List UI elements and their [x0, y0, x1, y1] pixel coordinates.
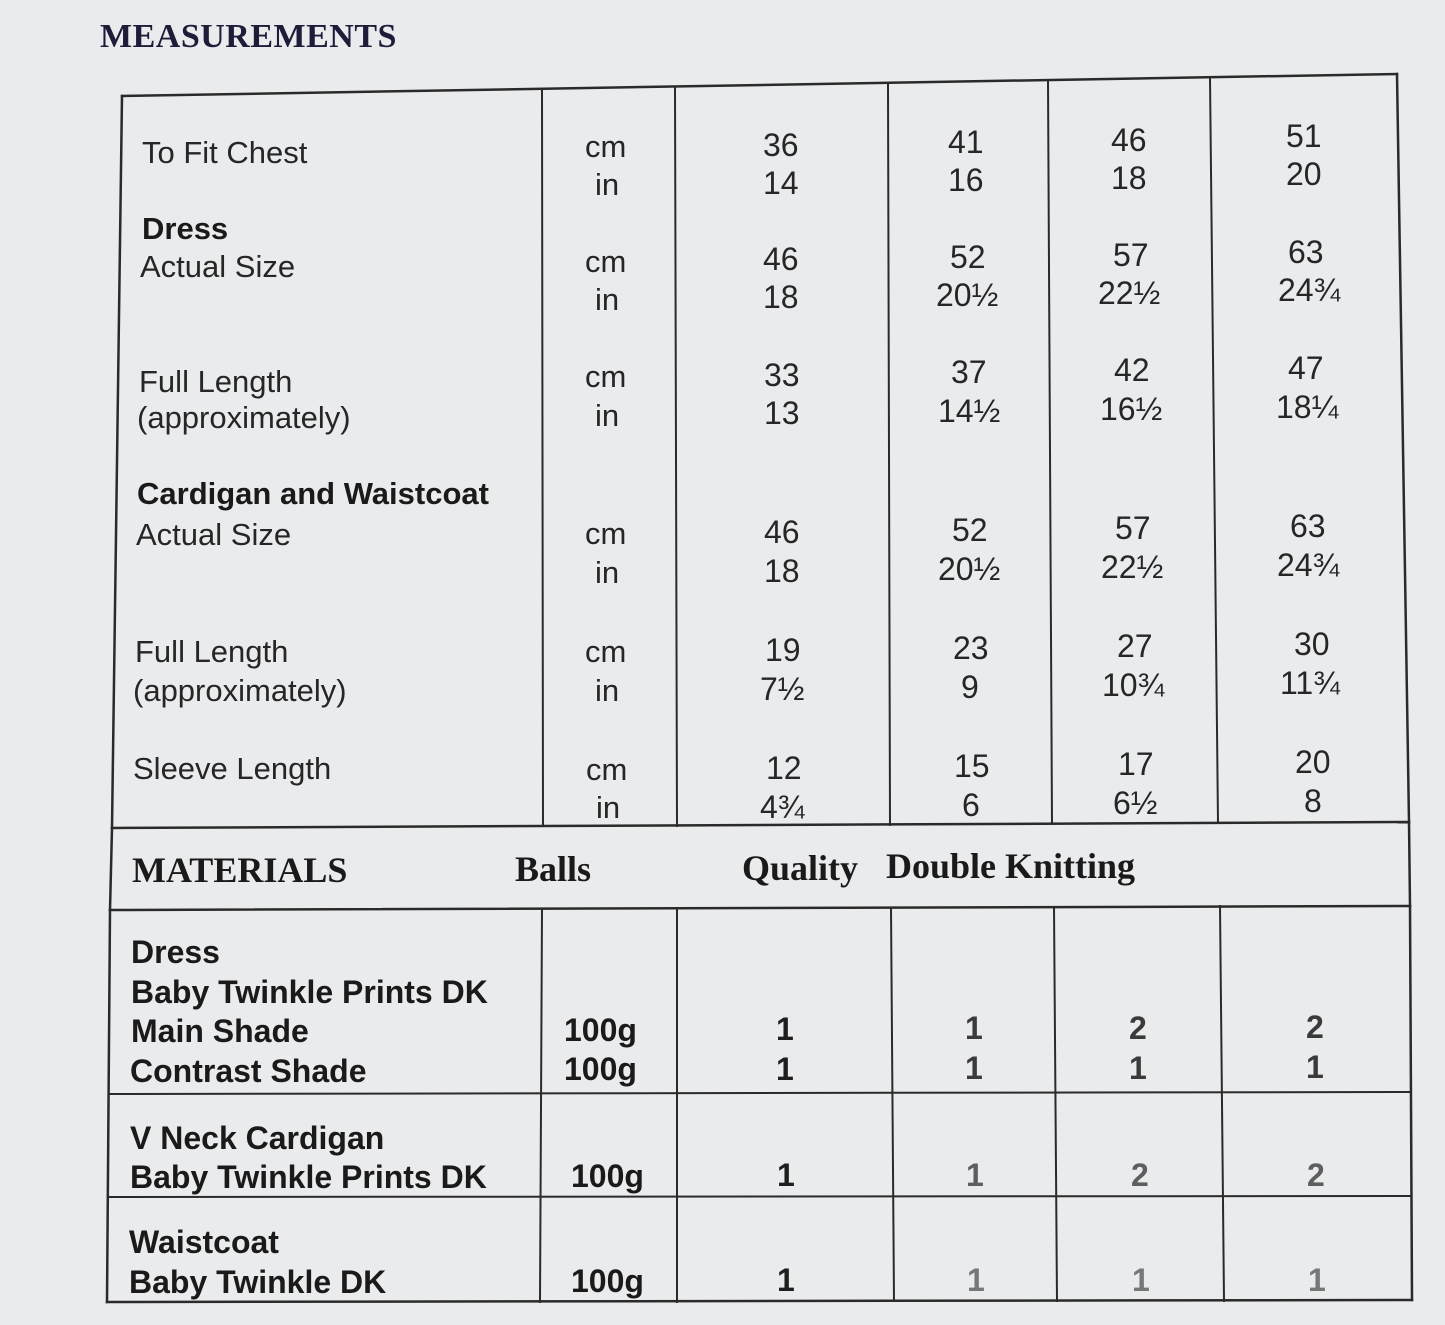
- sleeve-size3-cm: 17: [1118, 746, 1154, 782]
- sleeve-length-label: Sleeve Length: [133, 751, 332, 786]
- cardigan-length-size4-in: 11¾: [1280, 665, 1340, 701]
- materials-heading: MATERIALS: [132, 850, 348, 890]
- waistcoat-balls-size2: 1: [967, 1262, 985, 1298]
- sleeve-size4-cm: 20: [1295, 744, 1331, 780]
- dress-actual-size3-in: 22½: [1098, 275, 1161, 311]
- chest-size1-cm: 36: [763, 127, 799, 163]
- dress-length-size2-cm: 37: [951, 354, 987, 390]
- cardigan-full-length-label: Full Length: [135, 634, 289, 669]
- dress-actual-size2-cm: 52: [950, 239, 986, 275]
- dress-full-length-note: (approximately): [137, 400, 351, 435]
- cardigan-length-size2-in: 9: [961, 669, 979, 705]
- contrast-shade-label: Contrast Shade: [130, 1053, 367, 1089]
- main-shade-weight: 100g: [564, 1012, 637, 1048]
- dress-yarn-name: Baby Twinkle Prints DK: [131, 974, 488, 1010]
- contrast-shade-balls-size1: 1: [776, 1051, 794, 1087]
- cardigan-actual-size3-in: 22½: [1101, 549, 1164, 585]
- unit-cm: cm: [586, 752, 628, 787]
- dress-length-size3-cm: 42: [1114, 352, 1150, 388]
- main-shade-balls-size3: 2: [1129, 1010, 1147, 1046]
- cardigan-length-size2-cm: 23: [953, 630, 989, 666]
- cardigan-length-size1-cm: 19: [765, 632, 801, 668]
- cardigan-length-size3-cm: 27: [1117, 628, 1153, 664]
- waistcoat-balls-size1: 1: [777, 1262, 795, 1298]
- unit-cm: cm: [585, 516, 627, 551]
- quality-value: Double Knitting: [886, 846, 1136, 886]
- dress-length-size4-cm: 47: [1288, 350, 1324, 386]
- dress-full-length-label: Full Length: [139, 364, 293, 399]
- cardigan-actual-size-label: Actual Size: [136, 517, 292, 552]
- dress-length-size2-in: 14½: [938, 393, 1001, 429]
- sleeve-size2-cm: 15: [954, 748, 990, 784]
- unit-cm: cm: [585, 129, 627, 164]
- unit-cm: cm: [585, 244, 627, 279]
- sleeve-size3-in: 6½: [1113, 785, 1158, 821]
- sleeve-size1-cm: 12: [766, 750, 802, 786]
- cardigan-actual-size1-cm: 46: [764, 514, 800, 550]
- contrast-shade-balls-size2: 1: [965, 1050, 983, 1086]
- v-neck-cardigan-yarn: Baby Twinkle Prints DK: [130, 1159, 487, 1195]
- dress-actual-size1-in: 18: [763, 279, 799, 315]
- chest-size4-cm: 51: [1286, 118, 1322, 154]
- cardigan-length-size3-in: 10¾: [1102, 667, 1165, 703]
- v-neck-balls-size3: 2: [1131, 1157, 1149, 1193]
- chest-size4-in: 20: [1286, 156, 1322, 192]
- chest-size3-cm: 46: [1111, 122, 1147, 158]
- main-shade-balls-size2: 1: [965, 1010, 983, 1046]
- unit-cm: cm: [585, 359, 627, 394]
- dress-actual-size1-cm: 46: [763, 241, 799, 277]
- cardigan-actual-size1-in: 18: [764, 553, 800, 589]
- v-neck-cardigan-title: V Neck Cardigan: [130, 1120, 385, 1156]
- waistcoat-weight: 100g: [571, 1263, 644, 1299]
- contrast-shade-weight: 100g: [564, 1051, 637, 1087]
- cardigan-actual-size4-cm: 63: [1290, 508, 1326, 544]
- dress-length-size4-in: 18¼: [1276, 389, 1339, 425]
- measurements-heading: MEASUREMENTS: [100, 18, 397, 55]
- cardigan-actual-size4-in: 24¾: [1277, 547, 1340, 583]
- quality-label: Quality: [742, 848, 859, 888]
- v-neck-balls-size1: 1: [777, 1157, 795, 1193]
- v-neck-balls-size4: 2: [1307, 1157, 1325, 1193]
- sleeve-size4-in: 8: [1304, 783, 1322, 819]
- dress-length-size1-in: 13: [764, 395, 800, 431]
- contrast-shade-balls-size3: 1: [1129, 1050, 1147, 1086]
- waistcoat-title: Waistcoat: [129, 1224, 279, 1260]
- unit-in: in: [595, 555, 620, 590]
- main-shade-balls-size1: 1: [776, 1011, 794, 1047]
- chest-size1-in: 14: [763, 165, 799, 201]
- dress-length-size3-in: 16½: [1100, 391, 1163, 427]
- cardigan-full-length-note: (approximately): [133, 673, 347, 708]
- sleeve-size1-in: 4¾: [760, 789, 805, 825]
- unit-in: in: [595, 398, 620, 433]
- v-neck-balls-size2: 1: [966, 1157, 984, 1193]
- chest-size3-in: 18: [1111, 160, 1147, 196]
- balls-label: Balls: [515, 849, 592, 889]
- dress-actual-size-label: Actual Size: [140, 249, 296, 284]
- unit-in: in: [595, 167, 620, 202]
- dress-actual-size4-in: 24¾: [1278, 272, 1341, 308]
- cardigan-actual-size2-in: 20½: [938, 551, 1001, 587]
- dress-materials-title: Dress: [131, 934, 220, 970]
- unit-in: in: [595, 673, 620, 708]
- cardigan-actual-size3-cm: 57: [1115, 510, 1151, 546]
- unit-in: in: [596, 790, 621, 825]
- unit-in: in: [595, 282, 620, 317]
- dress-actual-size4-cm: 63: [1288, 234, 1324, 270]
- waistcoat-yarn: Baby Twinkle DK: [129, 1264, 387, 1300]
- main-shade-balls-size4: 2: [1306, 1009, 1324, 1045]
- cardigan-waistcoat-section-title: Cardigan and Waistcoat: [137, 476, 489, 511]
- dress-actual-size2-in: 20½: [936, 277, 999, 313]
- sleeve-size2-in: 6: [962, 787, 980, 823]
- dress-actual-size3-cm: 57: [1113, 237, 1149, 273]
- chest-size2-cm: 41: [948, 124, 984, 160]
- waistcoat-balls-size3: 1: [1132, 1262, 1150, 1298]
- cardigan-actual-size2-cm: 52: [952, 512, 988, 548]
- unit-cm: cm: [585, 634, 627, 669]
- cardigan-length-size4-cm: 30: [1294, 626, 1330, 662]
- contrast-shade-balls-size4: 1: [1306, 1049, 1324, 1085]
- v-neck-cardigan-weight: 100g: [571, 1158, 644, 1194]
- dress-section-title: Dress: [142, 211, 229, 246]
- waistcoat-balls-size4: 1: [1308, 1262, 1326, 1298]
- chest-size2-in: 16: [948, 162, 984, 198]
- main-shade-label: Main Shade: [131, 1013, 309, 1049]
- cardigan-length-size1-in: 7½: [760, 671, 805, 707]
- dress-length-size1-cm: 33: [764, 357, 800, 393]
- to-fit-chest-label: To Fit Chest: [142, 135, 308, 170]
